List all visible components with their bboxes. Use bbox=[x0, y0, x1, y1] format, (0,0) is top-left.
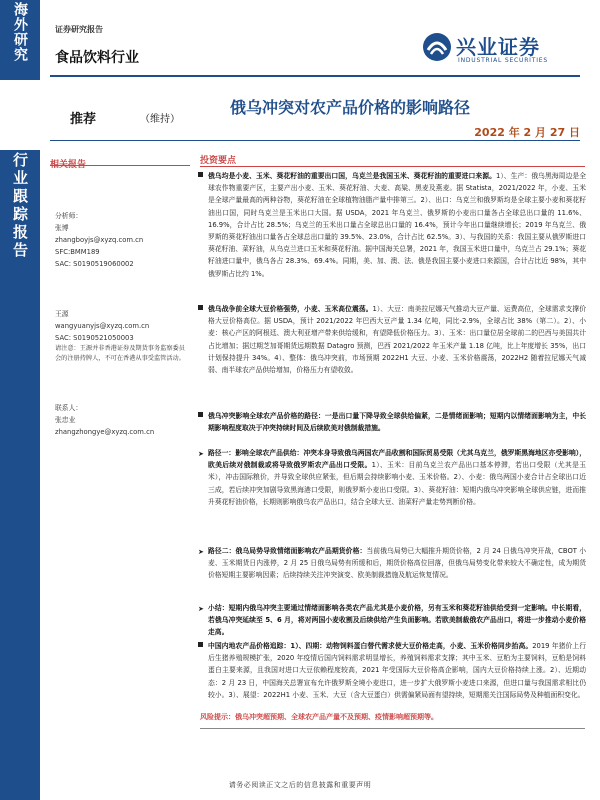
related-reports-title: 相关报告 bbox=[50, 160, 87, 170]
analyst-note: 请注意：王源并非香港证券及期货事务监察委员会的注册持牌人，不可在香港从事受监管活动。 bbox=[55, 345, 185, 362]
company-logo bbox=[422, 30, 587, 70]
analyst-line: SAC: S0190521050003 bbox=[55, 334, 134, 342]
rating-note: （维持） bbox=[140, 114, 180, 125]
analyst-block-2 bbox=[55, 308, 190, 364]
rating-label: 推荐 bbox=[70, 112, 97, 127]
bullet-icon bbox=[198, 642, 203, 647]
contact-email: zhangzhongye@xyzq.com.cn bbox=[55, 428, 155, 436]
sidebar-top-label: 海外研究 bbox=[0, 0, 40, 80]
key-point-paragraph bbox=[198, 640, 586, 701]
contact-block bbox=[55, 402, 190, 438]
contact-line: 联系人： bbox=[55, 404, 83, 412]
analyst-line: 张博 bbox=[55, 224, 69, 232]
arrow-bullet-icon: ➤ bbox=[198, 450, 204, 458]
key-points-divider bbox=[200, 166, 585, 167]
paragraph-lead: 中国内地农产品价格追踪：1）、四期：动物饲料蛋白替代需求使大豆价格走高，小麦、玉米价格同步抬高。 bbox=[208, 642, 533, 650]
report-type: 证券研究报告 bbox=[55, 25, 103, 34]
analyst-line: 分析师： bbox=[55, 212, 83, 220]
key-point-paragraph bbox=[198, 170, 586, 280]
report-title: 俄乌冲突对农产品价格的影响路径 bbox=[230, 98, 471, 117]
paragraph-lead: 小结：短期内俄乌冲突主要通过情绪面影响各类农产品尤其是小麦价格，另有玉米和葵花籽油供给受到一定影响。中长期看，若俄乌冲突延续至 5、6 月，将对两国小麦收割及后续供给产生负面影响。若欧美制裁俄农产品出口，将进一步推动小麦价格走高。 bbox=[208, 604, 586, 637]
analyst-line: SAC: S0190519060002 bbox=[55, 260, 134, 268]
key-point-paragraph bbox=[198, 303, 586, 376]
paragraph-body: 1）、生产：俄乌黑海周边是全球农作物重要产区，主要产出小麦、玉米、葵花籽油、大麦、高粱、黑麦及燕麦。据 Statista，2021/2022 年，小麦、玉米是全球产量最高的两种谷物，葵花籽油在全球植物油脂产量中排第三。2）、出口：乌克兰和俄罗斯均是全球主要小麦和葵花籽油出口国，同时乌克兰是玉米出口大国。据 USDA，2021 年乌克兰、俄罗斯的小麦出口量各占全球总出口量的 11.6%、16.9%，合计占比 28.5%；乌克兰的玉米出口量占全球总出口量的 16.4%，预计今年出口量继续增长；2019 年乌克兰、俄罗斯的葵花籽油出口量各占全球总出口量的 39.5%、23.0%，合计占比 62.5%。3）、与我国的关系：我国主要从俄罗斯进口葵花籽油、菜籽油，从乌克兰进口玉米和葵花籽油。据中国海关总署，2021 年，我国玉米进口量中，乌克兰占 29.1%；葵花籽油进口量中，俄乌各占 28.3%、69.4%。同期，美、加、澳、法、俄是我国主要小麦进口来源国，合计占比近 98%，其中俄罗斯占比约 1%。 bbox=[208, 172, 586, 278]
bottom-divider bbox=[200, 728, 585, 729]
analyst-line: 王源 bbox=[55, 310, 69, 318]
paragraph-body: 2019 年猪价上行后生猪养殖规模扩张，2020 年疫情后国内饲料需求明显增长，养殖饲料需求支撑；其中玉米、豆粕为主要饲料，豆粕是饲料蛋白主要来源，且我国对进口大豆依赖程度较高，2021 年受国际大豆价格高企影响，国内大豆价格持续上涨。2）、近期动态：2 月 23 日，中国海关总署宣布允许俄罗斯全境小麦进口，进一步扩大俄罗斯小麦进口来源，但进口量与我国需求相比仍较小。3）、展望：2022H1 小麦、玉米、大豆（含大豆蛋白）供需偏紧局面有望持续，短期需关注国际局势及种植面积变化。 bbox=[208, 642, 587, 699]
paragraph-body: 当前俄乌局势已大幅推升期货价格，2 月 24 日俄乌冲突开战，CBOT 小麦、玉米期货日内涨停，2 月 25 日俄乌局势有所缓和后，期货价格高位回落，但俄乌局势变化带来较大不确定性，成为期货价格短期主要影响因素；后续持续关注冲突演变、欧美制裁措施及航运恢复情况。 bbox=[208, 547, 587, 580]
report-date: 2022 年 2 月 27 日 bbox=[474, 126, 580, 139]
arrow-bullet-icon: ➤ bbox=[198, 605, 204, 613]
paragraph-lead: 路径一：影响全球农产品供给：冲突本身导致俄乌两国农产品收割和国际贸易受限（尤其乌克兰，俄罗斯黑海地区亦受影响），欧美后续对俄制裁或将导致俄罗斯农产品出口受限。 bbox=[208, 449, 586, 470]
key-point-paragraph bbox=[198, 410, 586, 434]
paragraph-body: 1）、玉米：目前乌克兰农产品出口基本停滞，若出口受限（尤其是玉米），冲击国际粮价，并导致全球供应紧张，但后期会持续影响小麦、玉米价格。2）、小麦：俄乌两国小麦合计占全球出口近三成，若后续冲突加剧导致黑海港口受限，则俄罗斯小麦出口受限。3）、葵花籽油：短期内俄乌冲突影响全球供应链，进而推升葵花籽油价格，长期则影响俄乌农产品出口，结合全球大豆、油菜籽产量走势判断价格。 bbox=[208, 461, 586, 506]
arrow-bullet-icon: ➤ bbox=[198, 548, 204, 556]
header-divider bbox=[50, 75, 580, 77]
bullet-icon bbox=[198, 305, 203, 310]
logo-mark-icon bbox=[422, 32, 452, 62]
risk-warning: 风险提示：俄乌冲突超预期、全球农产品产量不及预期、疫情影响超预期等。 bbox=[200, 713, 438, 721]
paragraph-lead: 俄乌战争前全球大豆价格强势，小麦、玉米高位震荡。 bbox=[208, 305, 373, 313]
analyst-block-1 bbox=[55, 210, 190, 270]
related-reports-header bbox=[50, 150, 190, 170]
key-point-paragraph bbox=[198, 545, 586, 582]
bullet-icon bbox=[198, 172, 203, 177]
logo-company-cn: 兴业证券 bbox=[456, 35, 540, 59]
sidebar-band-label: 行业跟踪报告 bbox=[11, 152, 29, 260]
paragraph-lead: 路径二：俄乌局势导致情绪面影响农产品期货价格： bbox=[208, 547, 367, 555]
key-point-paragraph bbox=[198, 602, 586, 639]
analyst-line: SFC:BMM189 bbox=[55, 248, 100, 256]
disclaimer: 请务必阅读正文之后的信息披露和重要声明 bbox=[228, 781, 372, 789]
paragraph-lead: 俄乌均是小麦、玉米、葵花籽油的重要出口国，乌克兰是我国玉米、葵花籽油的重要进口来源。 bbox=[208, 172, 496, 180]
paragraph-body: 1）、大豆：南美拉尼娜天气推动大豆产量、运费高位，全球需求支撑价格大豆价格高位。据 USDA，预计 2021/2022 年巴西大豆产量 1.34 亿吨，同比-2.9%，全球占比 38%（第二）。2）、小麦：核心产区的阿根廷、澳大利亚增产带来供给缓和，有望降低价格压力。3）、玉米：出口量位居全球前二的巴西与美国共计占比增加；据过期芝加哥期货远期数据 Datagro 预测，巴西 2021/2022 年玉米产量 1.18 亿吨，比上年度增长 35%，出口计划保持提升 34%。4）、整体：俄乌冲突前，市场预期 2022H1 大豆、小麦、玉米价格震荡，2022H2 随着拉尼娜天气减弱、南半球农产品供给增加，价格压力有望收敛。 bbox=[208, 305, 586, 375]
analyst-email: zhangboyjs@xyzq.com.cn bbox=[55, 236, 144, 244]
contact-line: 张忠业 bbox=[55, 416, 76, 424]
key-point-paragraph bbox=[198, 447, 586, 508]
industry-title: 食品饮料行业 bbox=[55, 50, 139, 66]
paragraph-lead: 俄乌冲突影响全球农产品价格的路径：一是出口量下降导致全球供给偏紧，二是情绪面影响；短期内以情绪面影响为主，中长期影响程度取决于冲突持续时间及后续欧美对俄制裁措施。 bbox=[208, 412, 586, 433]
bullet-icon bbox=[198, 412, 203, 417]
logo-company-en: INDUSTRIAL SECURITIES bbox=[458, 57, 548, 64]
key-points-title: 投资要点 bbox=[200, 156, 237, 166]
analyst-email: wangyuanyjs@xyzq.com.cn bbox=[55, 322, 150, 330]
title-divider bbox=[50, 140, 580, 141]
